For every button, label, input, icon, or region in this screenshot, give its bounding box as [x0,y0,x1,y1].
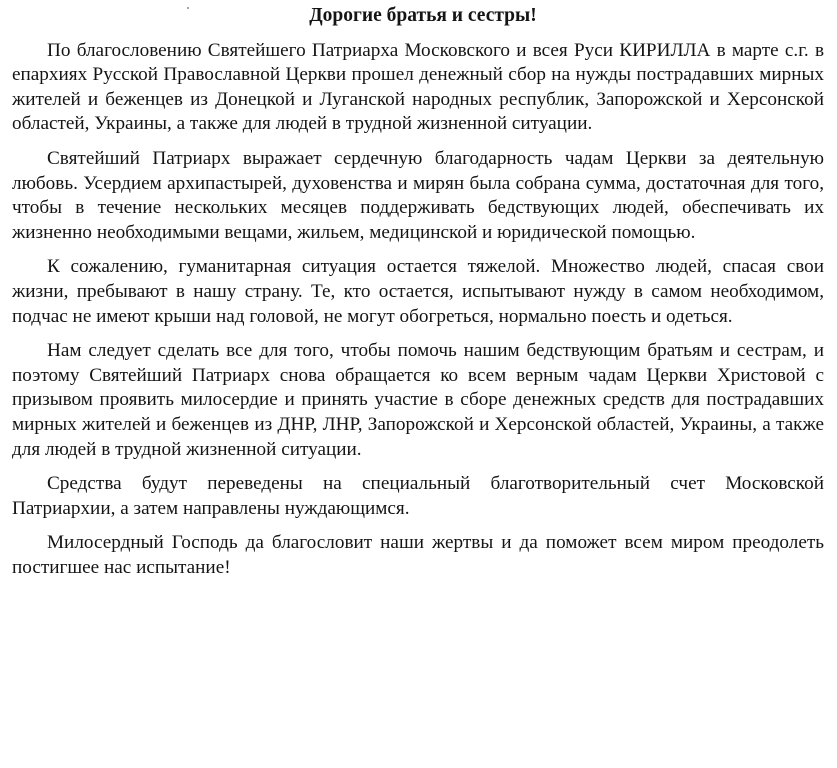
paragraph-blessing-collection: По благословению Святейшего Патриарха Московского и всея Руси КИРИЛЛА в марте с.г. в епархиях Русской Православной Церкви прошел денежный сбор на нужды пострадавших мирных жителей и беженцев из Донецкой и Луганской народных республик, Запорожской и Херсонской областей, Украины, а также для людей в трудной жизненной ситуации. [12,39,824,135]
letter [12,4,824,580]
letter-title: Дорогие братья и сестры! [309,5,537,26]
paragraph-gratitude: Святейший Патриарх выражает сердечную благодарность чадам Церкви за деятельную любовь. Усердием архипастырей, духовенства и мирян была собрана сумма, достаточная для того, чтобы в течение нескольких месяцев поддерживать бедствующих людей, обеспечивать их жизненно необходимыми вещами, жильем, медицинской и юридической помощью. [12,147,824,243]
paragraph-closing-blessing: Милосердный Господь да благословит наши жертвы и да поможет всем миром преодолеть постигшее нас испытание! [12,532,824,578]
paragraph-appeal: Нам следует сделать все для того, чтобы помочь нашим бедствующим братьям и сестрам, и поэтому Святейший Патриарх снова обращается ко всем верным чадам Церкви Христовой с призывом проявить милосердие и принять участие в сборе денежных средств для пострадавших мирных жителей и беженцев из ДНР, ЛНР, Запорожской и Херсонской областей, Украины, а также для людей в трудной жизненной ситуации. [12,340,824,460]
paragraph-humanitarian-situation: К сожалению, гуманитарная ситуация остается тяжелой. Множество людей, спасая свои жизни, пребывают в нашу страну. Те, кто остается, испытывают нужду в самом необходимом, подчас не имеют крыши над головой, не могут обогреться, нормально поесть и одеться. [12,256,824,327]
paragraph-funds-transfer: Средства будут переведены на специальный благотворительный счет Московской Патриархии, а затем направлены нуждающимся. [12,473,824,519]
